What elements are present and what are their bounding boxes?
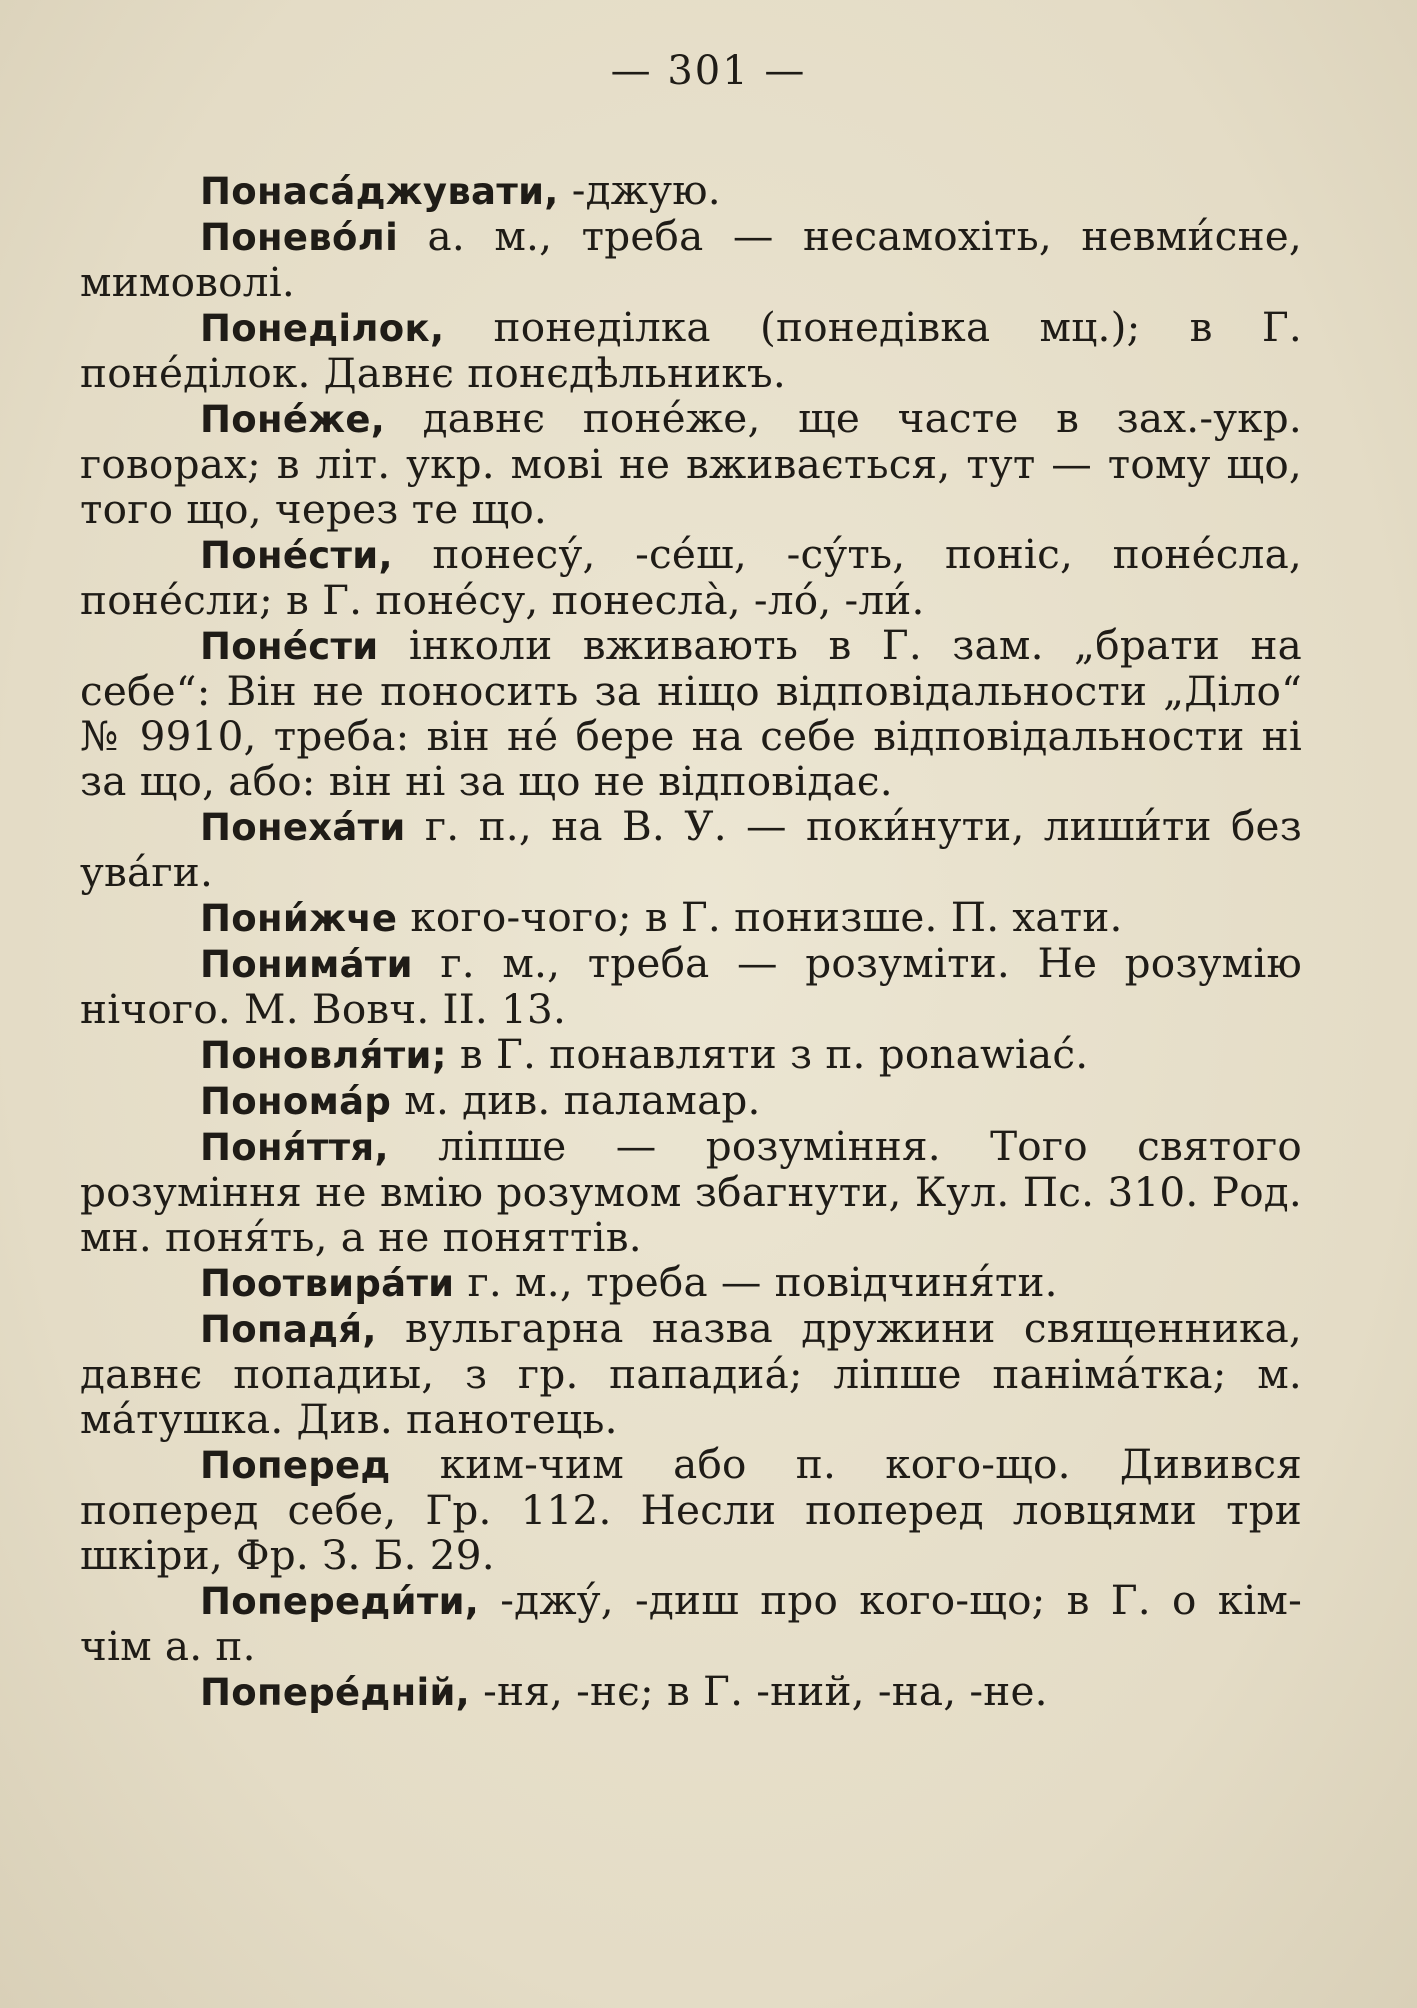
entry-headword: Пони́жче [200,897,398,940]
entry-body: понеділка (понедівка мц.); в Г. поне́ділок. Давнє понєдѣльникъ. [80,303,1302,397]
entry-headword: Попереди́ти, [200,1580,480,1623]
entry-headword: Поновля́ти; [200,1034,447,1077]
entry-body: понесу́, -се́ш, -су́ть, поніс, поне́сла, поне́сли; в Г. поне́су, понесла̀, -ло́, -ли́. [80,530,1302,624]
entry-headword: Поне́сти [200,625,379,668]
entry-body: в Г. понавляти з п. ponawiać. [446,1030,1089,1078]
entry-body: г. м., треба — розуміти. Не розумію нічого. М. Вовч. II. 13. [80,939,1302,1033]
entry-headword: Поне́сти, [200,534,393,577]
dictionary-entry [80,1442,1302,1578]
entry-body: інколи вживають в Г. зам. „брати на себе“: Він не поносить за ніщо відповідальности „Діло“ № 9910, треба: він не́ бере на себе відповідальности ні за що, або: він ні за що не відповідає. [80,621,1302,805]
dictionary-entry [80,623,1302,804]
entry-body: -джую. [558,166,721,214]
dictionary-entry [80,1032,1302,1078]
page-number: — 301 — [610,48,807,94]
entry-body: г. п., на В. У. — поки́нути, лиши́ти без ува́ги. [80,802,1302,896]
entry-headword: Попадя́, [200,1308,377,1351]
entry-headword: Понома́р [200,1080,392,1123]
dictionary-entry [80,804,1302,895]
entry-body: вульгарна назва дружини священника, давнє попадиы, з гр. пападиа́; ліпше паніма́тка; м. ма́тушка. Див. панотець. [80,1304,1302,1443]
dictionary-entry [80,895,1302,941]
entry-body: ліпше — розуміння. Того святого розуміння не вмію розумом збагнути, Кул. Пс. 310. Род. мн. поня́ть, а не поняттів. [80,1122,1302,1261]
entry-body: давнє поне́же, ще часте в зах.-укр. говорах; в літ. укр. мові не вживається, тут — тому що, того що, через те що. [80,394,1302,533]
entry-headword: Поне́же, [200,398,386,441]
entry-body: кого-чого; в Г. понизше. П. хати. [397,893,1123,941]
dictionary-entry [80,1578,1302,1669]
dictionary-entry [80,941,1302,1032]
dictionary-entry [80,214,1302,305]
dictionary-entry [80,168,1302,214]
entry-body: ким-чим або п. кого-що. Дивився поперед себе, Гр. 112. Несли поперед ловцями три шкіри, Фр. З. Б. 29. [80,1440,1302,1579]
dictionary-entry [80,1306,1302,1442]
entry-headword: Поня́ття, [200,1126,389,1169]
entry-body: а. м., треба — несамохіть, невми́сне, мимоволі. [80,212,1302,306]
entry-headword: Понеділок, [200,307,445,350]
entry-body: м. див. паламар. [391,1076,761,1124]
entry-headword: Поотвира́ти [200,1262,455,1305]
dictionary-entry [80,532,1302,623]
entry-headword: Понима́ти [200,943,413,986]
dictionary-entry [80,1078,1302,1124]
entry-headword: Попере́дній, [200,1671,471,1714]
entry-headword: Понеха́ти [200,806,406,849]
dictionary-entry [80,1124,1302,1260]
dictionary-entry [80,1260,1302,1306]
entry-headword: Понаса́джувати, [200,170,559,213]
entry-headword: Поперед [200,1444,391,1487]
entries-column [80,168,1302,1715]
dictionary-entry [80,396,1302,532]
entry-body: г. м., треба — повідчиня́ти. [454,1258,1058,1306]
entry-body: -джу́, -диш про кого-що; в Г. о кім-чім а. п. [80,1576,1302,1670]
entry-headword: Понево́лі [200,216,399,259]
entry-body: -ня, -нє; в Г. -ний, -на, -не. [470,1667,1048,1715]
dictionary-entry [80,1669,1302,1715]
dictionary-entry [80,305,1302,396]
